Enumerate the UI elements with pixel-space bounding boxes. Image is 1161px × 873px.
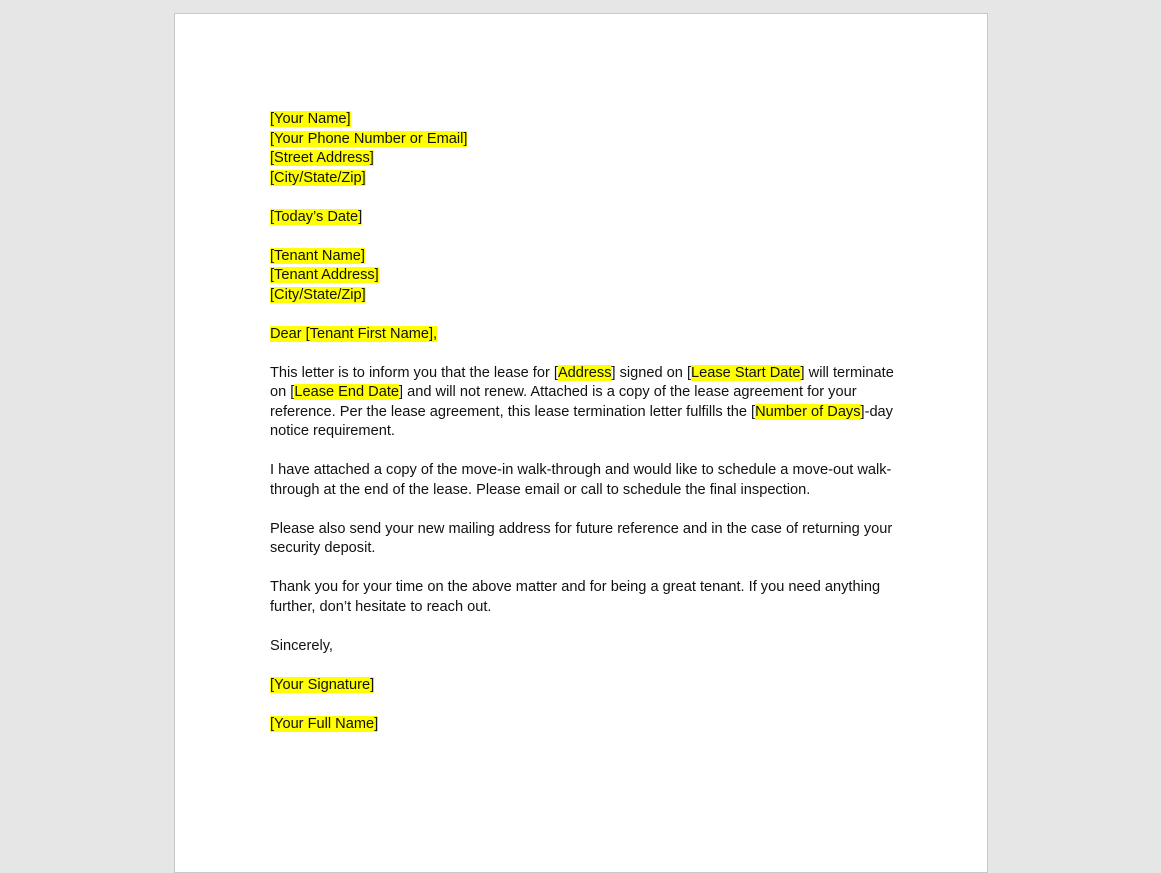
p1-placeholder-address: Address	[557, 364, 612, 381]
sender-name: [Your Name]	[270, 111, 351, 127]
recipient-block-name	[270, 247, 910, 267]
letter-body	[270, 110, 910, 734]
spacer	[270, 305, 910, 325]
sender-block-city	[270, 169, 910, 189]
spacer	[270, 344, 910, 364]
p1-text-5: ]-day notice requirement.	[270, 403, 893, 439]
salutation: Dear [Tenant First Name],	[270, 325, 438, 342]
p1-text-1: This letter is to inform you that the lease for [	[270, 364, 558, 381]
sender-contact: [Your Phone Number or Email]	[270, 130, 468, 147]
sender-street: [Street Address]	[270, 150, 374, 166]
sender-block-name	[270, 110, 910, 130]
spacer	[270, 227, 910, 247]
spacer	[270, 617, 910, 637]
letter-date: [Today’s Date]	[270, 208, 363, 225]
closing-line: Sincerely,	[270, 637, 333, 654]
sender-block-street	[270, 149, 910, 169]
paragraph-1	[270, 364, 898, 442]
recipient-name: [Tenant Name]	[270, 247, 365, 264]
p1-text-3: ] will terminate on [	[270, 364, 894, 400]
sender-city: [City/State/Zip]	[270, 169, 366, 186]
p1-placeholder-lease-end: Lease End Date	[294, 384, 400, 400]
spacer	[270, 500, 910, 520]
paragraph-4: Thank you for your time on the above matter and for being a great tenant. If you need anything further, don’t hesitate to reach out.	[270, 579, 881, 615]
salutation-line	[270, 325, 910, 345]
recipient-block-address	[270, 266, 910, 286]
paragraph-2: I have attached a copy of the move-in walk-through and would like to schedule a move-out walk-through at the end of the lease. Please email or call to schedule the final inspection.	[270, 462, 892, 498]
full-name-placeholder: [Your Full Name]	[270, 715, 379, 732]
p1-placeholder-lease-start: Lease Start Date	[691, 364, 801, 381]
date-line	[270, 208, 910, 228]
spacer	[270, 442, 910, 462]
spacer	[270, 695, 910, 715]
paragraph-3: Please also send your new mailing address for future reference and in the case of returning your security deposit.	[270, 520, 893, 556]
recipient-city: [City/State/Zip]	[270, 286, 366, 303]
p1-text-2: ] signed on [	[611, 364, 692, 381]
document-page	[174, 13, 988, 873]
spacer	[270, 656, 910, 676]
signature-placeholder: [Your Signature]	[270, 676, 375, 693]
spacer	[270, 559, 910, 579]
sender-block-contact	[270, 130, 910, 150]
full-name-line	[270, 715, 910, 735]
signature-line	[270, 676, 910, 696]
p1-text-4: ] and will not renew. Attached is a copy of the lease agreement for your reference. Per the lease agreement, this lease termination letter fulfills the [	[270, 384, 857, 420]
spacer	[270, 188, 910, 208]
recipient-address: [Tenant Address]	[270, 267, 379, 283]
recipient-block-city	[270, 286, 910, 306]
p1-placeholder-number-of-days: Number of Days	[755, 403, 861, 420]
